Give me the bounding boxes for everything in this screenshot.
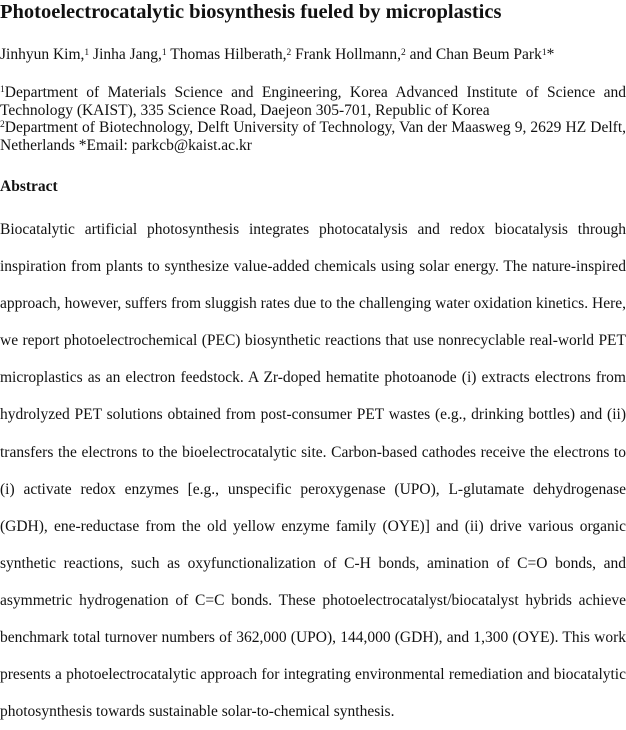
abstract-line: microplastics as an electron feedstock. A Zr-doped hematite photoanode (i) extracts electrons from	[0, 369, 626, 387]
affiliation-1	[0, 84, 626, 119]
author-name: Thomas Hilberath,	[170, 46, 287, 63]
author-name: Jinha Jang,	[93, 46, 162, 63]
author-affiliation-mark: 1	[84, 48, 90, 58]
abstract-line: asymmetric hydrogenation of C=C bonds. These photoelectrocatalyst/biocatalyst hybrids achieve	[0, 591, 626, 609]
abstract-line: (i) activate redox enzymes [e.g., unspecific peroxygenase (UPO), L-glutamate dehydrogenase	[0, 480, 626, 498]
corresponding-author-mark: *	[546, 46, 555, 63]
abstract-line: hydrolyzed PET solutions obtained from post-consumer PET wastes (e.g., drinking bottles) and (ii)	[0, 406, 626, 424]
abstract-line: we report photoelectrochemical (PEC) biosynthetic reactions that use nonrecyclable real-world PET	[0, 332, 626, 350]
author-affiliation-mark: 2	[286, 48, 292, 58]
author-affiliation-mark: 1	[161, 48, 167, 58]
author-5	[410, 46, 555, 63]
abstract-line: inspiration from plants to synthesize value-added chemicals using solar energy. The nature-inspired	[0, 258, 626, 276]
abstract-line: synthetic reactions, such as oxyfunctionalization of C-H bonds, amination of C=O bonds, and	[0, 554, 626, 572]
affiliations	[0, 84, 626, 154]
affiliation-text: Department of Biotechnology, Delft University of Technology, Van der Maasweg 9, 2629 HZ Delft, Netherlands *Email: parkcb@kaist.ac.kr	[0, 119, 626, 154]
affiliation-2	[0, 119, 626, 154]
abstract-line: photosynthesis towards sustainable solar-to-chemical synthesis.	[0, 703, 395, 721]
author-2	[93, 46, 167, 63]
author-name: Frank Hollmann,	[295, 46, 402, 63]
affiliation-text: Department of Materials Science and Engineering, Korea Advanced Institute of Science and Technology (KAIST), 335 Science Road, Daejeon 305-701, Republic of Korea	[0, 84, 626, 119]
author-affiliation-mark: 2	[401, 48, 406, 58]
affiliation-mark: 2	[0, 120, 5, 130]
abstract-line: approach, however, suffers from sluggish rates due to the challenging water oxidation kinetics. Here,	[0, 295, 626, 313]
author-3	[170, 46, 291, 63]
abstract-line: presents a photoelectrocatalytic approach for integrating environmental remediation and biocatalytic	[0, 666, 626, 684]
author-name: and Chan Beum Park	[409, 46, 542, 63]
affiliation-mark: 1	[0, 85, 5, 95]
abstract-line: (GDH), ene-reductase from the old yellow enzyme family (OYE)] and (ii) drive various organic	[0, 517, 626, 535]
abstract-line: Biocatalytic artificial photosynthesis integrates photocatalysis and redox biocatalysis through	[0, 221, 626, 238]
author-4	[295, 46, 406, 63]
author-list	[0, 45, 626, 65]
author-1	[0, 46, 89, 63]
abstract-heading: Abstract	[0, 178, 58, 195]
abstract-body	[0, 211, 626, 730]
author-name: Jinhyun Kim,	[0, 46, 85, 63]
author-affiliation-mark: 1	[541, 48, 547, 58]
abstract-line: transfers the electrons to the bioelectrocatalytic site. Carbon-based cathodes receive the electrons to	[0, 443, 626, 461]
paper-title: Photoelectrocatalytic biosynthesis fueled by microplastics	[0, 1, 502, 23]
abstract-line: benchmark total turnover numbers of 362,000 (UPO), 144,000 (GDH), and 1,300 (OYE). This work	[0, 629, 626, 647]
